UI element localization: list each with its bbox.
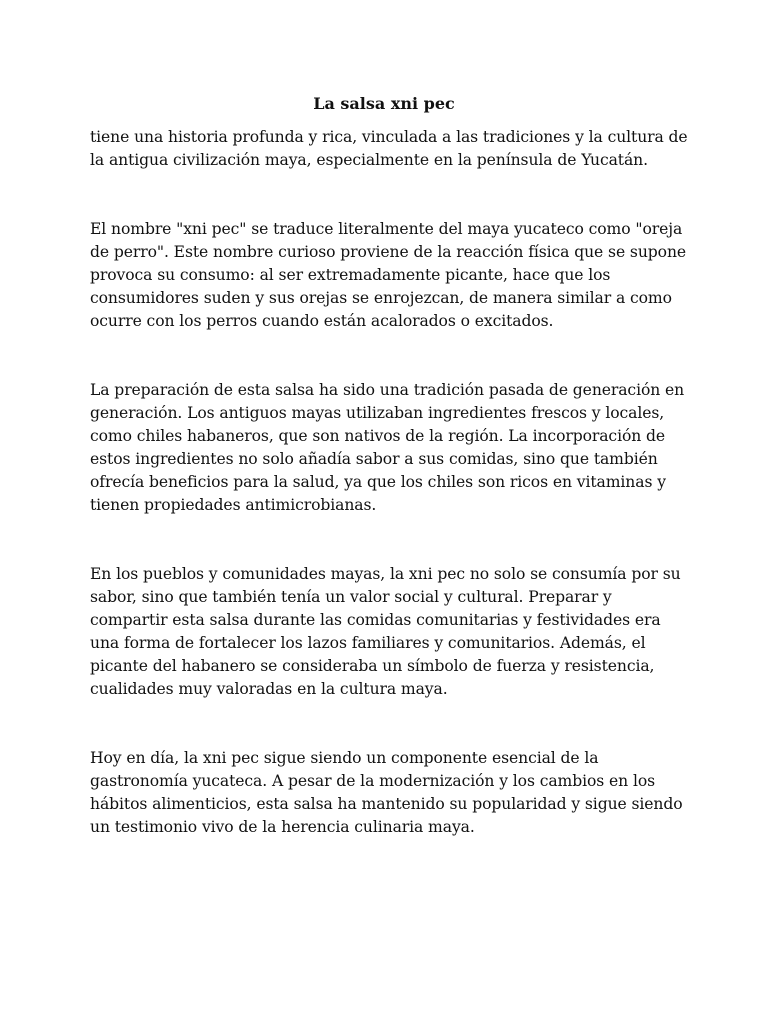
paragraph-2: El nombre "xni pec" se traduce literalmente del maya yucateco como "oreja de perro". Este nombre curioso proviene de la reacción física que se supone provoca su consumo: al ser extremadamente picante, hace que los consumidores suden y sus orejas se enrojezcan, de manera similar a como ocurre con los perros cuando están acalorados o excitados.: [90, 220, 687, 330]
paragraph-1: tiene una historia profunda y rica, vinculada a las tradiciones y la cultura de la antigua civilización maya, especialmente en la península de Yucatán.: [90, 128, 688, 169]
paragraph-5: Hoy en día, la xni pec sigue siendo un componente esencial de la gastronomía yucateca. A pesar de la modernización y los cambios en los hábitos alimenticios, esta salsa ha mantenido su popularidad y sigue siendo un testimonio vivo de la herencia culinaria maya.: [90, 749, 683, 836]
document-body: [90, 126, 690, 885]
paragraph-3: La preparación de esta salsa ha sido una tradición pasada de generación en generación. Los antiguos mayas utilizaban ingredientes frescos y locales, como chiles habaneros, que son nativos de la región. La incorporación de estos ingredientes no solo añadía sabor a sus comidas, sino que también ofrecía beneficios para la salud, ya que los chiles son ricos en vitaminas y tienen propiedades antimicrobianas.: [90, 381, 685, 514]
paragraph-4: En los pueblos y comunidades mayas, la xni pec no solo se consumía por su sabor, sino que también tenía un valor social y cultural. Preparar y compartir esta salsa durante las comidas comunitarias y festividades era una forma de fortalecer los lazos familiares y comunitarios. Además, el picante del habanero se consideraba un símbolo de fuerza y resistencia, cualidades muy valoradas en la cultura maya.: [90, 565, 681, 698]
document-title: La salsa xni pec: [313, 94, 455, 113]
